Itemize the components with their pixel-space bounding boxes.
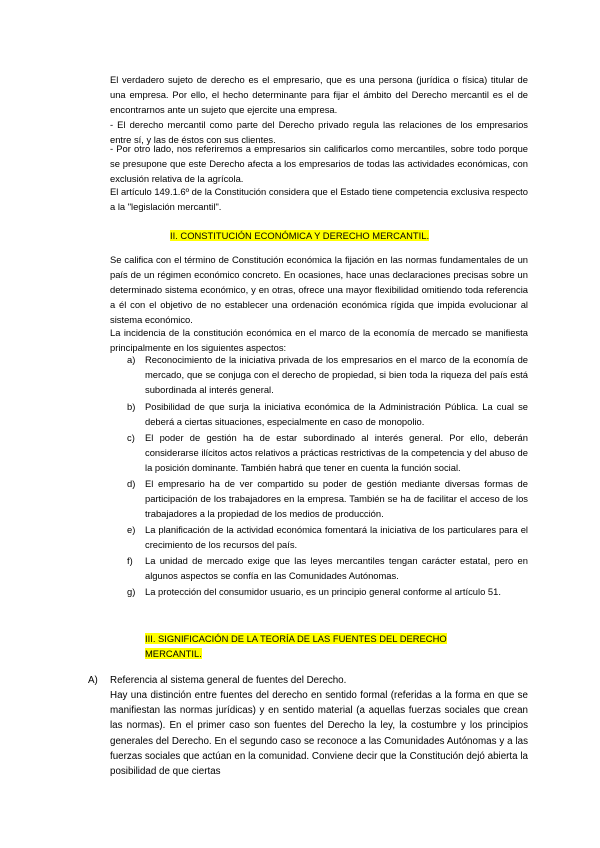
subsection-a-body: Hay una distinción entre fuentes del derecho en sentido formal (referidas a la forma en que se manifiestan las normas jurídicas) y en sentido material (a aquellas fuerzas sociales que crean las normas). En el primer caso son fuentes del Derecho la ley, la costumbre y los principios generales del Derecho. En el segundo caso se reconoce a las Comunidades Autónomas y a las fuerzas sociales que actúan en la comunidad. Conviene decir que la Constitución dejó abierta la posibilidad de que ciertas — [110, 690, 528, 778]
list-item-text: La planificación de la actividad económica fomentará la iniciativa de los particulares para el crecimiento de los recursos del país. — [145, 524, 528, 550]
intro-paragraph-1: El verdadero sujeto de derecho es el empresario, que es una persona (jurídica o física) titular de una empresa. Por ello, el hecho determinante para fijar el ámbito del Derecho mercantil es el de encontrarnos ante un sujeto que ejercite una empresa. — [110, 74, 528, 115]
list-marker: f) — [127, 555, 133, 566]
list-item — [110, 522, 528, 552]
list-marker: g) — [127, 586, 136, 597]
section-3-heading-text-2: MERCANTIL. — [145, 648, 202, 659]
aspects-list — [110, 352, 528, 599]
list-item — [110, 399, 528, 429]
list-marker: e) — [127, 524, 136, 535]
section-2-paragraph-1: Se califica con el término de Constitución económica la fijación en las normas fundamentales de un país de un régimen económico concreto. En ocasiones, hace unas declaraciones precisas sobre un determinado sistema económico, y en otras, ofrece una mayor flexibilidad omitiendo toda referencia a él con el objetivo de no establecer una ordenación económica rígida que impida evolucionar al sistema económico. — [110, 254, 528, 325]
list-marker: d) — [127, 478, 136, 489]
list-item — [110, 476, 528, 521]
list-item-text: El empresario ha de ver compartido su poder de gestión mediante diversas formas de participación de los trabajadores en la empresa. También se ha de facilitar el acceso de los trabajadores a la propiedad de los medios de producción. — [145, 478, 528, 519]
intro-paragraph-2: - El derecho mercantil como parte del Derecho privado regula las relaciones de los empresarios entre sí, y las de éstos con sus clientes. — [110, 119, 528, 145]
intro-paragraph-3: - Por otro lado, nos referiremos a empresarios sin calificarlos como mercantiles, sobre todo porque se presupone que este Derecho afecta a los empresarios de todas las actividades económicas, con exclusión relativa de la agrícola. — [110, 143, 528, 184]
subsection-a-marker: A) — [88, 675, 98, 686]
list-item-text: La protección del consumidor usuario, es un principio general conforme al artículo 51. — [145, 586, 501, 597]
list-marker: a) — [127, 354, 136, 365]
list-item-text: La unidad de mercado exige que las leyes mercantiles tengan carácter estatal, pero en algunos aspectos se confía en las Comunidades Autónomas. — [145, 555, 528, 581]
section-2-paragraph-2: La incidencia de la constitución económica en el marco de la economía de mercado se manifiesta principalmente en los siguientes aspectos: — [110, 327, 528, 353]
list-item — [110, 430, 528, 475]
section-3-heading-line-2 — [145, 646, 202, 661]
list-item-text: Reconocimiento de la iniciativa privada de los empresarios en el marco de la economía de mercado, que se conjuga con el derecho de propiedad, si bien toda la riqueza del país está subordinada al interés general. — [145, 354, 528, 395]
section-3-heading-text: III. SIGNIFICACIÓN DE LA TEORÍA DE LAS FUENTES DEL DERECHO — [145, 633, 447, 644]
list-marker: b) — [127, 401, 136, 412]
subsection-a-heading — [88, 673, 346, 688]
section-3-heading-line-1 — [145, 631, 447, 646]
section-2-heading-text: II. CONSTITUCIÓN ECONÓMICA Y DERECHO MERCANTIL. — [170, 230, 430, 241]
list-item — [110, 352, 528, 397]
intro-paragraph-4: El artículo 149.1.6º de la Constitución considera que el Estado tiene competencia exclusiva respecto a la "legislación mercantil". — [110, 186, 528, 212]
list-item — [110, 584, 528, 599]
subsection-a-title: Referencia al sistema general de fuentes del Derecho. — [110, 675, 347, 686]
list-item — [110, 553, 528, 583]
section-2-heading — [170, 228, 429, 243]
list-item-text: El poder de gestión ha de estar subordinado al interés general. Por ello, deberán considerarse ilícitos actos relativos a prácticas restrictivas de la competencia y del abuso de la posición dominante. También habrá que tener en cuenta la función social. — [145, 432, 528, 473]
list-marker: c) — [127, 432, 135, 443]
list-item-text: Posibilidad de que surja la iniciativa económica de la Administración Pública. La cual se deberá a ciertas situaciones, especialmente en caso de monopolio. — [145, 401, 528, 427]
